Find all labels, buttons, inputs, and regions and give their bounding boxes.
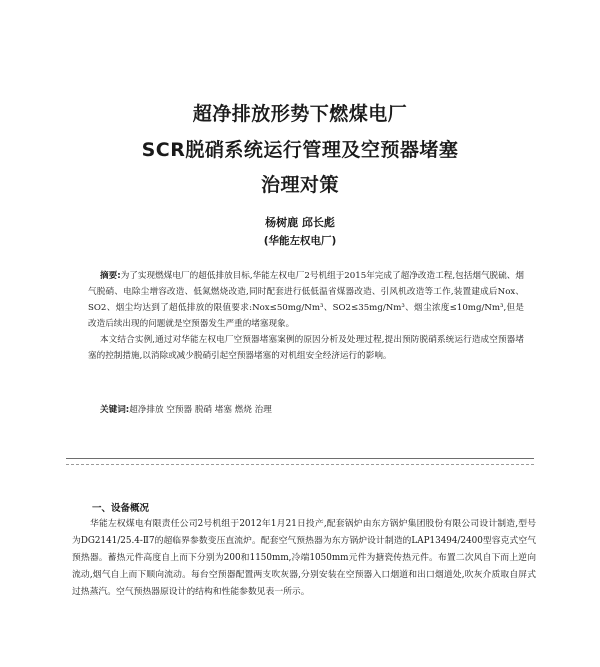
section-divider-dashed — [66, 464, 534, 465]
keywords-text: 超净排放 空预器 脱硝 堵塞 燃烧 治理 — [129, 405, 272, 415]
title-line-2: SCR脱硝系统运行管理及空预器堵塞 — [141, 139, 459, 161]
authors: 杨树鹿 邱长彪 — [265, 216, 335, 229]
title-line-1: 超净排放形势下燃煤电厂 — [192, 103, 408, 125]
abstract-paragraph-1 — [88, 268, 524, 332]
abstract-label: 摘要: — [100, 271, 121, 281]
abstract-text-1: 为了实现燃煤电厂的超低排放目标,华能左权电厂2号机组于2015年完成了超净改造工程,包括烟气脱硫、烟气脱硝、电除尘增容改造、低氮燃烧改造,同时配套进行低低温省煤器改造、引风机改造等工作,装置建成后Nox、SO2、烟尘均达到了超低排放的限值要求:Nox≤50mg/Nm³、SO2≤35mg/Nm³、烟尘浓度≤10mg/Nm³,但是改造后续出现的问题就是空预器发生严重的堵塞现象。 — [88, 271, 524, 329]
abstract-paragraph-2: 本文结合实例,通过对华能左权电厂空预器堵塞案例的原因分析及处理过程,提出预防脱硝系统运行造成空预器堵塞的控制措施,以消除或减少脱硝引起空预器堵塞的对机组安全经济运行的影响。 — [88, 335, 524, 361]
section-heading: 一、设备概况 — [92, 503, 150, 514]
keywords-label: 关键词: — [100, 405, 130, 415]
section-body — [72, 516, 536, 601]
section-divider — [66, 458, 534, 459]
section-paragraph: 华能左权煤电有限责任公司2号机组于2012年1月21日投产,配套锅炉由东方锅炉集团股份有限公司设计制造,型号为DG2141/25.4-Ⅱ7的超临界参数变压直流炉。配套空气预热器为东方锅炉设计制造的LAP13494/2400型容克式空气预热器。蓄热元件高度自上而下分别为200和1150mm,冷端1050mm元件为搪瓷传热元件。布置二次风自下而上逆向流动,烟气自上而下顺向流动。每台空预器配置两支吹灰器,分别安装在空预器入口烟道和出口烟道处,吹灰介质取自屏式过热蒸汽。空气预热器原设计的结构和性能参数见表一所示。 — [72, 519, 536, 597]
affiliation: (华能左权电厂) — [263, 235, 337, 247]
title-line-3: 治理对策 — [260, 174, 339, 196]
keywords — [100, 403, 524, 417]
abstract — [88, 268, 524, 364]
